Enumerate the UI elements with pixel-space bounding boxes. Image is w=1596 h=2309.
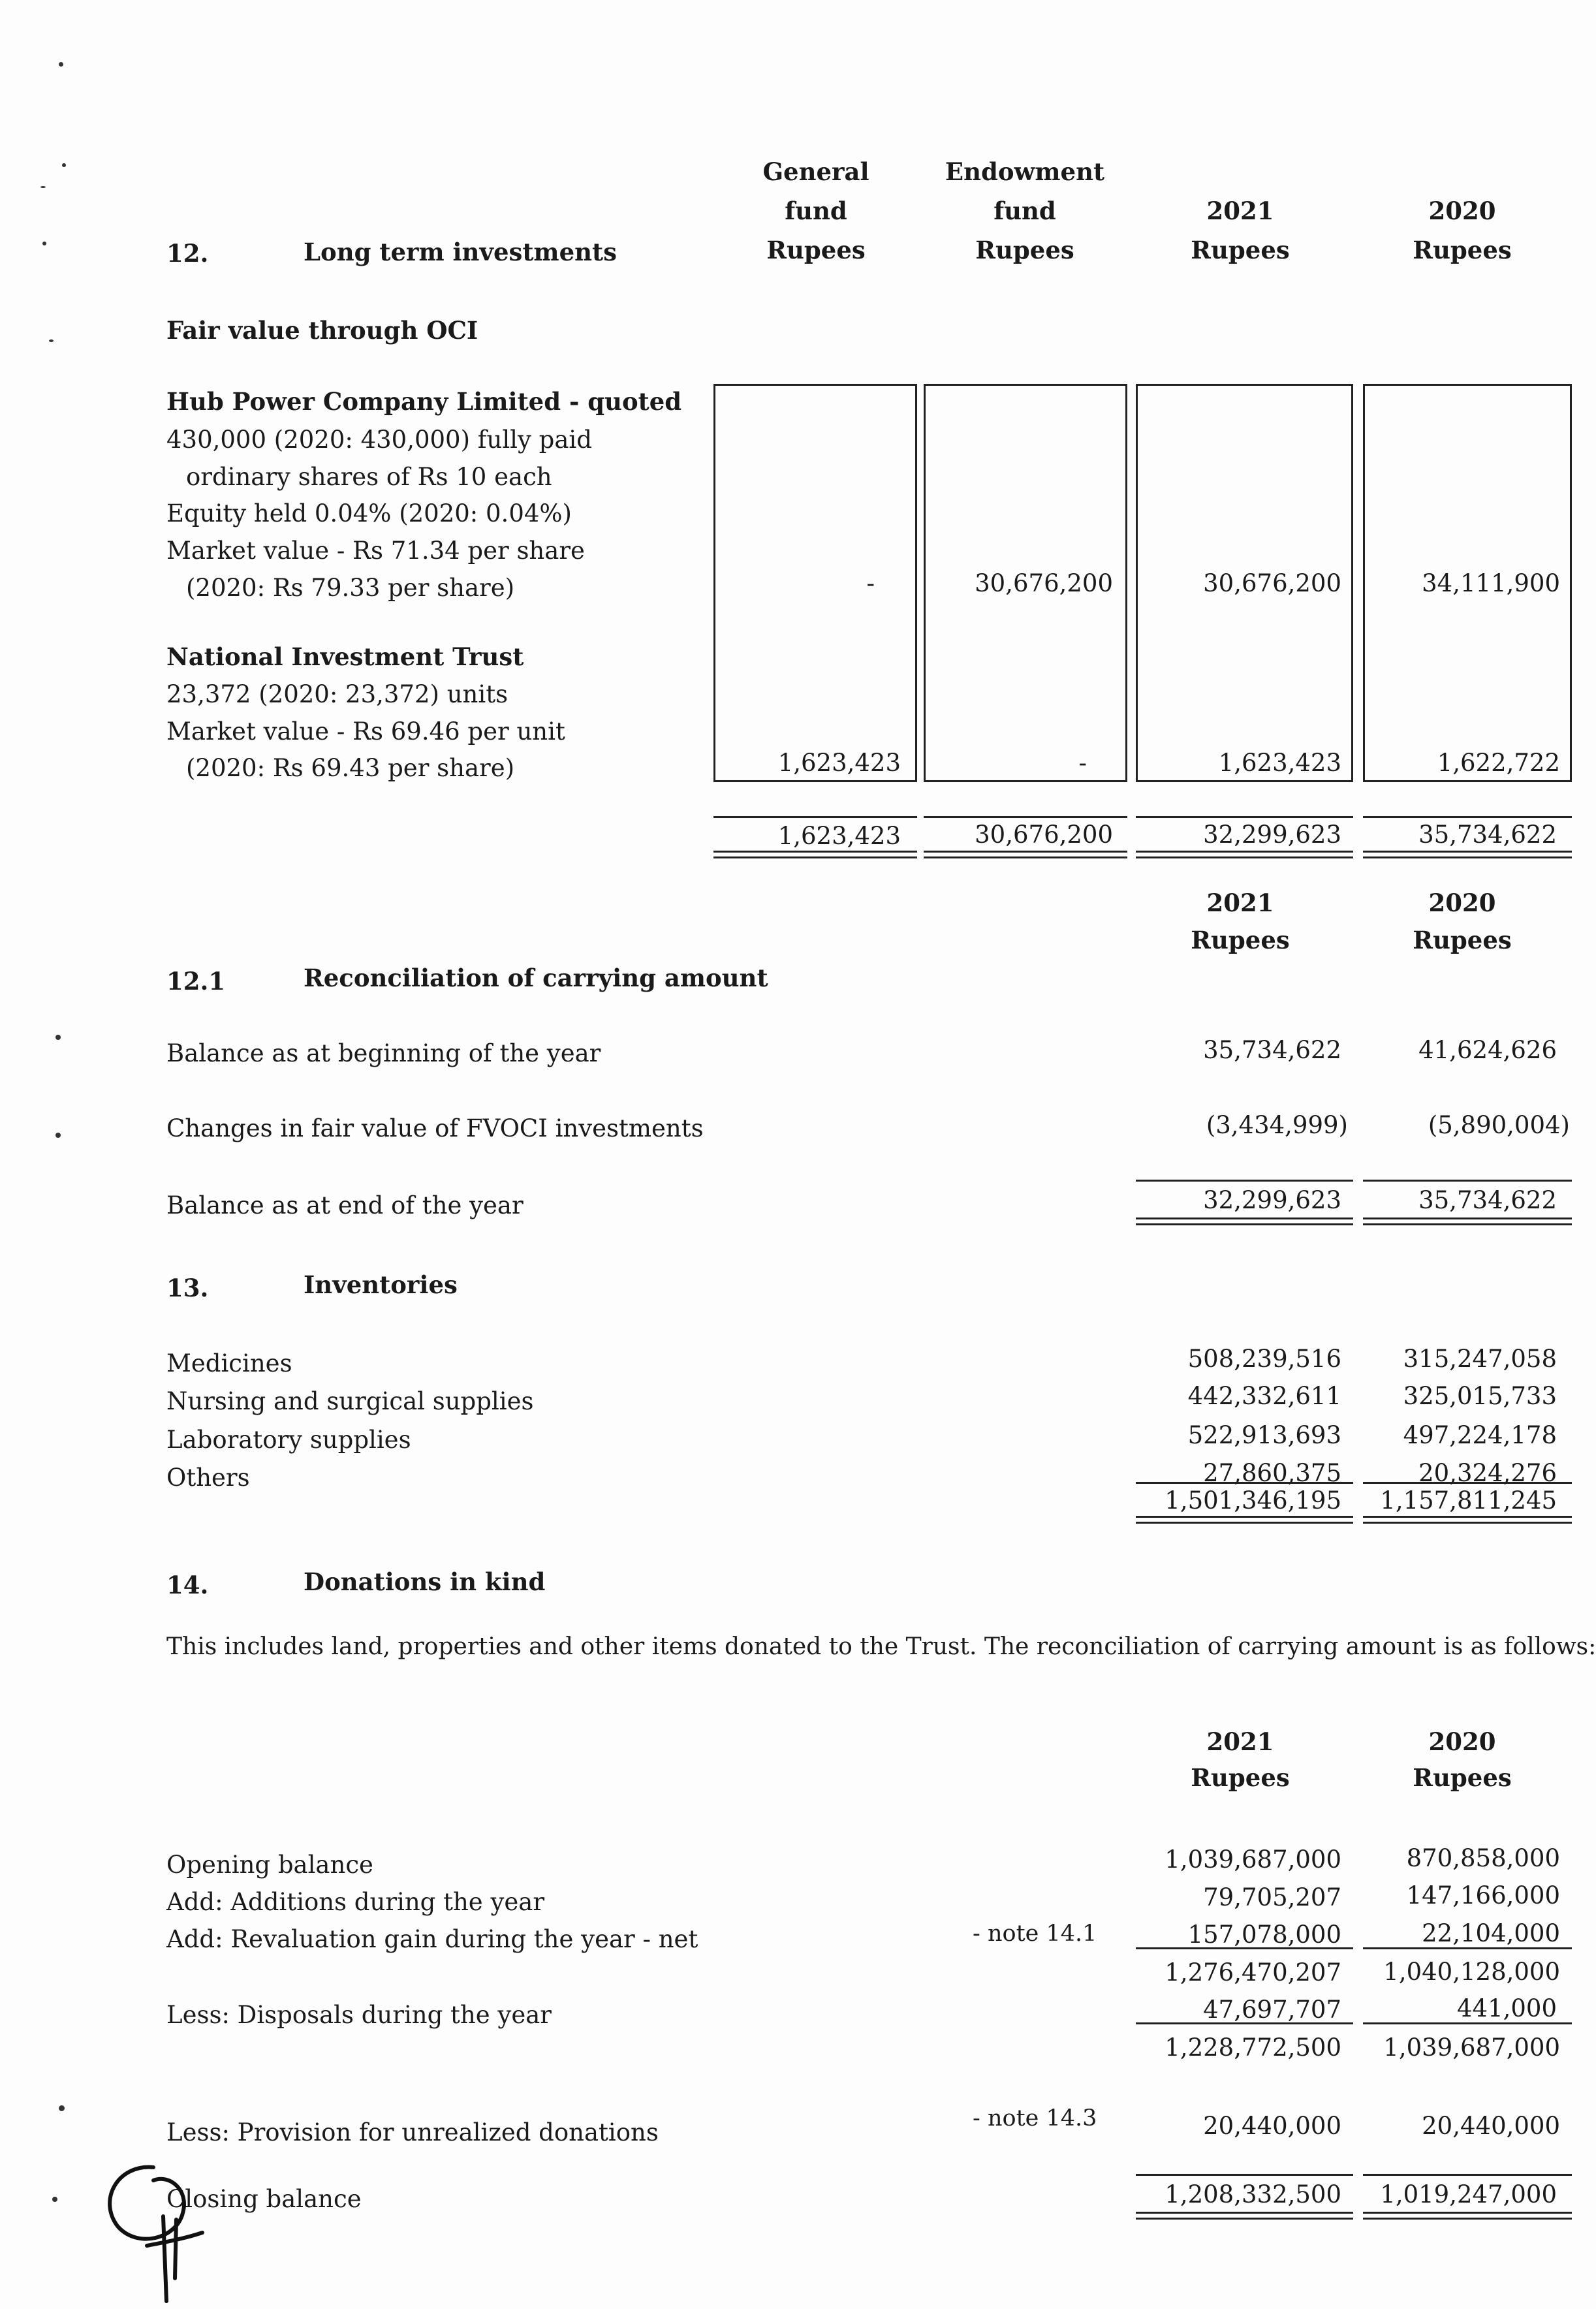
opening-label: Opening balance	[166, 1851, 373, 1879]
note-12-1-number: 12.1	[166, 967, 226, 996]
col-2020-unit: Rupees	[1413, 926, 1512, 954]
total-endowment: 30,676,200	[975, 821, 1113, 849]
total-rule	[713, 816, 917, 818]
col-2020-unit: Rupees	[1413, 236, 1512, 264]
disposals-2020: 441,000	[1456, 1994, 1557, 2022]
disposals-label: Less: Disposals during the year	[166, 2001, 552, 2029]
scan-speck	[59, 2105, 65, 2111]
col-endowment-line2: fund	[994, 196, 1056, 225]
nit-line: Market value - Rs 69.46 per unit	[166, 717, 565, 746]
double-rule	[713, 851, 917, 858]
recon-row-2021: 32,299,623	[1203, 1186, 1341, 1214]
subtotal-rule	[1363, 1180, 1572, 1182]
opening-2020: 870,858,000	[1406, 1844, 1560, 1872]
handwritten-initials	[91, 2154, 222, 2304]
total-rule	[924, 816, 1127, 818]
scan-speck	[59, 62, 63, 67]
col-2021-year: 2021	[1206, 196, 1274, 225]
note-14-title: Donations in kind	[304, 1567, 546, 1596]
provision-2020: 20,440,000	[1422, 2112, 1560, 2140]
note-13-title: Inventories	[304, 1270, 458, 1299]
total-2021: 32,299,623	[1203, 821, 1341, 849]
subtotal-rule	[1136, 1947, 1353, 1949]
additions-2020: 147,166,000	[1406, 1881, 1560, 1909]
double-rule	[1363, 851, 1572, 858]
subtotal-rule	[1363, 2022, 1572, 2024]
inventory-label: Others	[166, 1464, 250, 1492]
scan-speck	[42, 242, 46, 245]
note-14-number: 14.	[166, 1571, 209, 1599]
hub-line: Market value - Rs 71.34 per share	[166, 537, 585, 565]
hub-line: 430,000 (2020: 430,000) fully paid	[166, 426, 592, 454]
disposals-2021: 47,697,707	[1203, 1996, 1341, 2024]
inventory-2020: 497,224,178	[1403, 1421, 1557, 1449]
note-12-number: 12.	[166, 239, 209, 268]
scan-speck	[49, 339, 54, 342]
col-endowment-line1: Endowment	[945, 157, 1105, 186]
total-rule	[1136, 816, 1353, 818]
double-rule	[924, 851, 1127, 858]
col-2020-year: 2020	[1428, 1727, 1496, 1756]
nit-2020: 1,622,722	[1437, 749, 1560, 777]
nit-line: 23,372 (2020: 23,372) units	[166, 680, 509, 708]
subtotal-rule	[1363, 2174, 1572, 2176]
recon-row-label: Changes in fair value of FVOCI investments	[166, 1114, 704, 1142]
inventory-label: Nursing and surgical supplies	[166, 1387, 534, 1415]
double-rule	[1363, 1516, 1572, 1524]
revaluation-2021: 157,078,000	[1187, 1921, 1341, 1949]
hub-2020: 34,111,900	[1422, 569, 1560, 597]
col-2021-unit: Rupees	[1191, 236, 1290, 264]
hub-line: Equity held 0.04% (2020: 0.04%)	[166, 499, 572, 527]
note-12-subtitle: Fair value through OCI	[166, 316, 478, 345]
subtotal1-2021: 1,276,470,207	[1165, 1958, 1341, 1987]
recon-row-2021: 35,734,622	[1203, 1036, 1341, 1064]
nit-line: (2020: Rs 69.43 per share)	[186, 754, 515, 782]
closing-label: Closing balance	[166, 2185, 362, 2213]
col-general-line1: General	[762, 157, 869, 186]
double-rule	[1136, 1516, 1353, 1524]
inventory-2020: 315,247,058	[1403, 1345, 1557, 1373]
hub-general: -	[866, 569, 875, 597]
nit-2021: 1,623,423	[1218, 749, 1341, 777]
note-14-intro: This includes land, properties and other items donated to the Trust. The reconciliation of carrying amount is as follows:	[166, 1633, 1596, 1660]
col-2021-unit: Rupees	[1191, 926, 1290, 954]
total-general: 1,623,423	[777, 822, 901, 850]
provision-label: Less: Provision for unrealized donations	[166, 2118, 659, 2146]
inventory-2021: 508,239,516	[1187, 1345, 1341, 1373]
col-2020-year: 2020	[1428, 888, 1496, 917]
hub-endowment: 30,676,200	[975, 569, 1113, 597]
inventory-2020: 20,324,276	[1418, 1459, 1557, 1487]
col-2021-year: 2021	[1206, 1727, 1274, 1756]
col-general-line2: fund	[785, 196, 847, 225]
inventory-2021: 27,860,375	[1203, 1459, 1341, 1487]
col-2021-unit: Rupees	[1191, 1763, 1290, 1792]
nit-endowment: -	[1078, 749, 1087, 777]
col-general-line3: Rupees	[766, 236, 866, 264]
additions-label: Add: Additions during the year	[166, 1888, 545, 1916]
scan-speck	[55, 1035, 61, 1040]
subtotal1-2020: 1,040,128,000	[1383, 1958, 1560, 1986]
double-rule	[1136, 1217, 1353, 1225]
note-12-1-title: Reconciliation of carrying amount	[304, 964, 768, 992]
hub-2021: 30,676,200	[1203, 569, 1341, 597]
col-endowment-line3: Rupees	[975, 236, 1074, 264]
double-rule	[1363, 2212, 1572, 2220]
nit-general: 1,623,423	[777, 749, 901, 777]
note-13-number: 13.	[166, 1274, 209, 1302]
total-2020: 35,734,622	[1418, 821, 1557, 849]
subtotal2-2020: 1,039,687,000	[1383, 2034, 1560, 2062]
revaluation-label: Add: Revaluation gain during the year - net	[166, 1925, 698, 1953]
double-rule	[1136, 2212, 1353, 2220]
subtotal-rule	[1363, 1482, 1572, 1484]
recon-row-2020: (5,890,004)	[1428, 1111, 1570, 1139]
provision-note: - note 14.3	[973, 2105, 1097, 2131]
subtotal-rule	[1136, 2022, 1353, 2024]
subtotal2-2021: 1,228,772,500	[1165, 2034, 1341, 2062]
recon-row-label: Balance as at beginning of the year	[166, 1039, 601, 1067]
total-rule	[1363, 816, 1572, 818]
col-2020-year: 2020	[1428, 196, 1496, 225]
recon-row-2020: 41,624,626	[1418, 1036, 1557, 1064]
double-rule	[1363, 1217, 1572, 1225]
scan-speck	[40, 186, 46, 188]
nit-name: National Investment Trust	[166, 642, 524, 671]
hub-line: (2020: Rs 79.33 per share)	[186, 574, 515, 602]
revaluation-note: - note 14.1	[973, 1921, 1097, 1947]
inventory-label: Laboratory supplies	[166, 1426, 411, 1454]
closing-2021: 1,208,332,500	[1165, 2180, 1341, 2208]
subtotal-rule	[1136, 2174, 1353, 2176]
inventory-2021: 522,913,693	[1187, 1421, 1341, 1449]
scan-speck	[55, 1133, 61, 1138]
col-2021-year: 2021	[1206, 888, 1274, 917]
col-2020-unit: Rupees	[1413, 1763, 1512, 1792]
scan-speck	[52, 2197, 57, 2202]
subtotal-rule	[1136, 1482, 1353, 1484]
additions-2021: 79,705,207	[1203, 1883, 1341, 1911]
inventory-total-2021: 1,501,346,195	[1165, 1486, 1341, 1515]
subtotal-rule	[1136, 1180, 1353, 1182]
inventory-label: Medicines	[166, 1349, 292, 1377]
double-rule	[1136, 851, 1353, 858]
opening-2021: 1,039,687,000	[1165, 1846, 1341, 1874]
recon-row-2021: (3,434,999)	[1206, 1111, 1348, 1139]
inventory-total-2020: 1,157,811,245	[1380, 1486, 1557, 1515]
provision-2021: 20,440,000	[1203, 2112, 1341, 2140]
scan-speck	[62, 163, 66, 167]
recon-row-label: Balance as at end of the year	[166, 1191, 524, 1219]
note-12-title: Long term investments	[304, 238, 617, 266]
recon-row-2020: 35,734,622	[1418, 1186, 1557, 1214]
inventory-2021: 442,332,611	[1187, 1382, 1341, 1410]
subtotal-rule	[1363, 1947, 1572, 1949]
hub-line: ordinary shares of Rs 10 each	[186, 463, 552, 491]
revaluation-2020: 22,104,000	[1422, 1919, 1560, 1947]
hub-name: Hub Power Company Limited - quoted	[166, 387, 682, 416]
closing-2020: 1,019,247,000	[1380, 2180, 1557, 2208]
inventory-2020: 325,015,733	[1403, 1382, 1557, 1410]
